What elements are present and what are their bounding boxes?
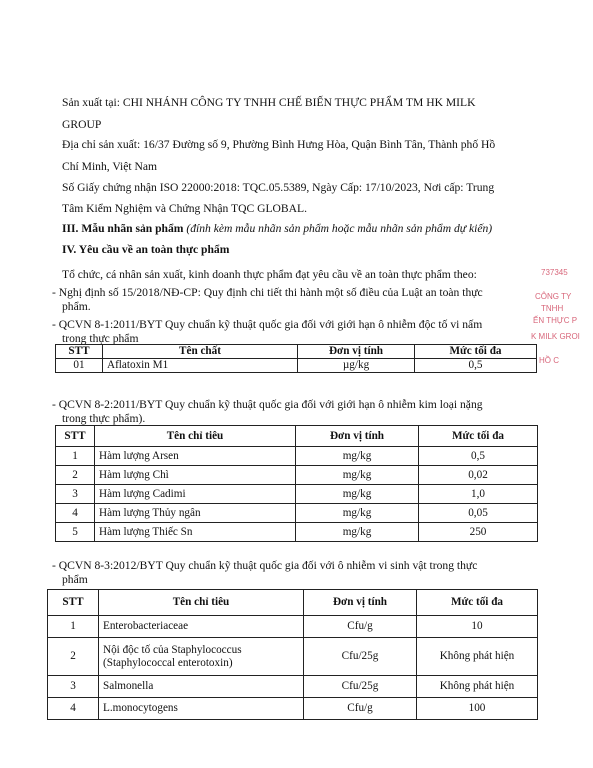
col-header-name: Tên chỉ tiêu [95, 426, 296, 447]
table-row [56, 523, 538, 542]
table-row [48, 638, 538, 676]
cell-unit: mg/kg [296, 485, 419, 504]
cell-name: L.monocytogens [99, 698, 304, 720]
cell-unit: Cfu/25g [304, 638, 417, 676]
table-header-row [56, 426, 538, 447]
cell-max: 250 [419, 523, 538, 542]
cell-stt: 4 [56, 504, 95, 523]
cell-unit: Cfu/g [304, 698, 417, 720]
table-row [56, 447, 538, 466]
col-header-stt: STT [56, 345, 103, 359]
col-header-unit: Đơn vị tính [296, 426, 419, 447]
stamp-text: 737345 [541, 268, 568, 277]
cell-max: 10 [417, 616, 538, 638]
cell-name: Hàm lượng Thiếc Sn [95, 523, 296, 542]
cell-name: Nội độc tố của Staphylococcus (Staphylococcal enterotoxin) [99, 638, 304, 676]
section-4-title: IV. Yêu cầu về an toàn thực phẩm [62, 243, 230, 256]
mycotoxin-table [55, 344, 537, 373]
table-header-row [56, 345, 537, 359]
decree-line: - Nghị định số 15/2018/NĐ-CP: Quy định chi tiết thi hành một số điều của Luật an toàn thực [52, 286, 483, 299]
cell-stt: 5 [56, 523, 95, 542]
stamp-text: ẾN THỰC P [533, 316, 578, 325]
qcvn-8-2-line: - QCVN 8-2:2011/BYT Quy chuẩn kỹ thuật quốc gia đối với giới hạn ô nhiễm kim loại nặng [52, 398, 483, 411]
col-header-name: Tên chỉ tiêu [99, 590, 304, 616]
col-header-stt: STT [56, 426, 95, 447]
production-address-line: Địa chỉ sản xuất: 16/37 Đường số 9, Phường Bình Hưng Hòa, Quận Bình Tân, Thành phố Hồ [62, 138, 496, 151]
table-row [56, 485, 538, 504]
cell-stt: 1 [48, 616, 99, 638]
table-row [48, 616, 538, 638]
qcvn-8-3-cont: phẩm [62, 573, 88, 586]
cell-name: Hàm lượng Thủy ngân [95, 504, 296, 523]
cell-name: Hàm lượng Cadimi [95, 485, 296, 504]
cell-unit: mg/kg [296, 447, 419, 466]
company-stamp [533, 262, 593, 374]
stamp-text: CÔNG TY [535, 292, 572, 301]
cell-max: Không phát hiện [417, 676, 538, 698]
cell-max: 0,5 [419, 447, 538, 466]
iso-certificate-cont: Tâm Kiểm Nghiệm và Chứng Nhận TQC GLOBAL. [62, 202, 307, 215]
table-row [48, 676, 538, 698]
qcvn-8-1-cont: trong thực phẩm [62, 332, 139, 345]
production-site-label: Sản xuất tại: [62, 96, 123, 109]
qcvn-8-3-line: - QCVN 8-3:2012/BYT Quy chuẩn kỹ thuật quốc gia đối với ô nhiễm vi sinh vật trong thực [52, 559, 478, 572]
section-3-heading [62, 222, 492, 236]
cell-unit: mg/kg [296, 523, 419, 542]
cell-unit: mg/kg [296, 504, 419, 523]
cell-unit: Cfu/g [304, 616, 417, 638]
cell-unit: Cfu/25g [304, 676, 417, 698]
qcvn-8-2-cont: trong thực phẩm). [62, 412, 146, 425]
section-3-note: (đính kèm mẫu nhãn sản phẩm hoặc mẫu nhãn sản phẩm dự kiến) [186, 222, 493, 235]
production-site-line [62, 96, 476, 110]
cell-stt: 3 [56, 485, 95, 504]
table-row [56, 359, 537, 373]
cell-max: 0,5 [415, 359, 537, 373]
cell-max: 0,02 [419, 466, 538, 485]
stamp-text: HỒ C [539, 356, 559, 365]
col-header-stt: STT [48, 590, 99, 616]
cell-stt: 3 [48, 676, 99, 698]
cell-name: Hàm lượng Chì [95, 466, 296, 485]
col-header-unit: Đơn vị tính [298, 345, 415, 359]
table-row [48, 698, 538, 720]
table-row [56, 466, 538, 485]
cell-unit: mg/kg [296, 466, 419, 485]
col-header-max: Mức tối đa [419, 426, 538, 447]
microbial-table [47, 589, 538, 720]
cell-name: Hàm lượng Arsen [95, 447, 296, 466]
cell-unit: µg/kg [298, 359, 415, 373]
cell-max: Không phát hiện [417, 638, 538, 676]
section-4-intro: Tổ chức, cá nhân sản xuất, kinh doanh thực phẩm đạt yêu cầu về an toàn thực phẩm theo: [62, 268, 477, 281]
decree-cont: phẩm. [62, 300, 91, 313]
cell-name: Aflatoxin M1 [103, 359, 298, 373]
section-3-title: III. Mẫu nhãn sản phẩm [62, 222, 187, 235]
col-header-max: Mức tối đa [415, 345, 537, 359]
cell-stt: 4 [48, 698, 99, 720]
production-site-value: CHI NHÁNH CÔNG TY TNHH CHẾ BIẾN THỰC PHẨM TM HK MILK [122, 96, 476, 109]
cell-stt: 01 [56, 359, 103, 373]
cell-stt: 1 [56, 447, 95, 466]
col-header-max: Mức tối đa [417, 590, 538, 616]
stamp-text: K MILK GROI [531, 332, 580, 341]
cell-max: 1,0 [419, 485, 538, 504]
col-header-unit: Đơn vị tính [304, 590, 417, 616]
iso-certificate-line: Số Giấy chứng nhận ISO 22000:2018: TQC.05.5389, Ngày Cấp: 17/10/2023, Nơi cấp: Trung [62, 181, 495, 194]
table-row [56, 504, 538, 523]
cell-max: 100 [417, 698, 538, 720]
qcvn-8-1-line: - QCVN 8-1:2011/BYT Quy chuẩn kỹ thuật quốc gia đối với giới hạn ô nhiễm độc tố vi nấm [52, 318, 483, 331]
stamp-text: TNHH [541, 304, 564, 313]
cell-name: Salmonella [99, 676, 304, 698]
col-header-name: Tên chất [103, 345, 298, 359]
table-header-row [48, 590, 538, 616]
cell-stt: 2 [48, 638, 99, 676]
production-address-cont: Chí Minh, Việt Nam [62, 160, 158, 173]
cell-max: 0,05 [419, 504, 538, 523]
cell-name: Enterobacteriaceae [99, 616, 304, 638]
production-site-cont: GROUP [62, 118, 102, 131]
cell-stt: 2 [56, 466, 95, 485]
heavy-metal-table [55, 425, 538, 542]
